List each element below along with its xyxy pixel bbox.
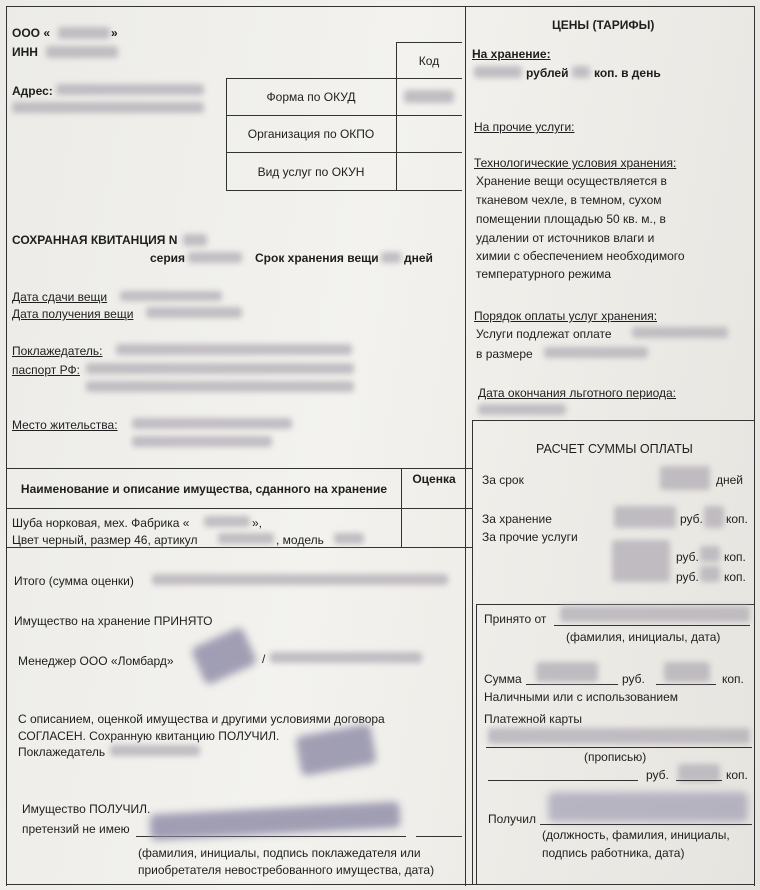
redacted-other-rub (612, 540, 670, 582)
property-col-header: Наименование и описание имущества, сданного на хранение (20, 481, 388, 496)
redacted-term-value (660, 466, 710, 490)
redacted-pledger (116, 344, 352, 355)
manager-label: Менеджер ООО «Ломбард» (18, 654, 174, 668)
worker-signature (548, 792, 748, 822)
worker-caption-1: (должность, фамилия, инициалы, (542, 828, 730, 842)
series-label: серия (150, 251, 186, 265)
redacted-payment-term (632, 327, 728, 338)
redacted-org-name (58, 27, 110, 39)
grace-end-label: Дата окончания льготного периода: (478, 386, 677, 400)
tech-line-4: удалении от источников влаги и (476, 231, 655, 245)
sum-kop-label: коп. (722, 672, 744, 686)
okun-label: Вид услуг по ОКУН (257, 164, 365, 179)
in-words-caption: (прописью) (584, 750, 647, 764)
agree-line-1: С описанием, оценкой имущества и другими условиями договора (18, 712, 385, 726)
right-inner-border (472, 420, 473, 884)
redacted-inn (46, 46, 118, 58)
other-services-label: На прочие услуги: (474, 120, 575, 134)
date-underline (416, 836, 462, 837)
property-line2-b: , модель (276, 533, 324, 547)
tech-line-2: тканевом чехле, в темном, сухом (476, 193, 662, 207)
frame-left (6, 6, 7, 886)
property-table-bottom (6, 547, 472, 548)
sign-caption-1: (фамилия, инициалы, подпись поклажедателя или (138, 846, 421, 860)
other-kop-label-1: коп. (724, 550, 746, 564)
words-kop-underline (676, 780, 722, 781)
accepted-from-label: Принято от (484, 612, 547, 626)
for-other-label: За прочие услуги (482, 530, 578, 544)
no-claims-label: претензий не имею (22, 822, 130, 836)
address-label: Адрес: (12, 84, 53, 98)
storage-term-label: Срок хранения вещи (255, 251, 379, 265)
words-kop-label: коп. (726, 768, 748, 782)
sum-label: Сумма (484, 672, 522, 686)
storage-kop-label: коп. (726, 512, 748, 526)
received-money-label: Получил (488, 812, 536, 826)
other-rub-label-1: руб. (676, 550, 699, 564)
org-prefix: ООО « (12, 26, 51, 40)
inn-label: ИНН (12, 45, 38, 59)
property-line1-a: Шуба норковая, мех. Фабрика « (12, 516, 190, 530)
redacted-storage-rub (614, 506, 676, 528)
sum-kop-underline (656, 684, 716, 685)
redacted-model (334, 533, 364, 544)
redacted-term-days (381, 252, 401, 263)
property-line2-a: Цвет черный, размер 46, артикул (12, 533, 198, 547)
redacted-other-kop-1 (700, 546, 720, 562)
redacted-article (218, 533, 274, 544)
manager-signature (190, 626, 257, 685)
property-table-header-line (6, 508, 472, 509)
frame-right (754, 6, 755, 886)
cash-line-2: Платежной карты (484, 712, 583, 726)
tech-line-5: химии с обеспечением необходимого (476, 249, 685, 263)
pledger-signature (295, 724, 377, 777)
worker-caption-2: подпись работника, дата) (542, 846, 685, 860)
redacted-sum-rub (536, 662, 598, 682)
redacted-pledger2 (110, 745, 200, 756)
tech-line-6: температурного режима (476, 267, 611, 281)
cash-line-1: Наличными или с использованием (484, 690, 678, 704)
sign-caption-2: приобретателя невостребованного имущества, дата) (138, 863, 435, 877)
residence-label: Место жительства: (12, 418, 118, 432)
redacted-address-1 (56, 84, 204, 95)
redacted-residence-1 (132, 418, 292, 429)
agree-line-2: СОГЛАСЕН. Сохранную квитанцию ПОЛУЧИЛ. (18, 729, 280, 743)
tech-line-1: Хранение вещи осуществляется в (476, 174, 667, 188)
property-table-top (6, 468, 472, 469)
valuation-col-header: Оценка (412, 472, 456, 486)
fio-caption: (фамилия, инициалы, дата) (566, 630, 721, 644)
storage-rub-label: руб. (680, 512, 703, 526)
okud-label: Форма по ОКУД (266, 90, 356, 104)
for-term-label: За срок (482, 473, 524, 487)
calc-title: РАСЧЕТ СУММЫ ОПЛАТЫ (536, 442, 693, 456)
org-suffix: » (111, 26, 118, 40)
code-table-line (396, 42, 462, 43)
code-header: Код (418, 54, 440, 68)
redacted-address-2 (12, 102, 204, 113)
payment-box-top (476, 604, 754, 605)
redacted-total (152, 574, 448, 585)
rate-rub-label: рублей (526, 66, 569, 80)
receiver-signature (149, 801, 400, 840)
date-received-label: Дата получения вещи (12, 307, 134, 321)
tech-conditions-label: Технологические условия хранения: (474, 156, 677, 170)
code-table-line (226, 190, 462, 191)
payment-line-2: в размере (476, 347, 533, 361)
pledger2-label: Поклажедатель (18, 745, 106, 759)
frame-top (6, 6, 754, 7)
payment-line-1: Услуги подлежат оплате (476, 327, 612, 341)
sum-rub-label: руб. (622, 672, 645, 686)
redacted-receipt-number (183, 234, 207, 246)
date-given-label: Дата сдачи вещи (12, 290, 108, 304)
redacted-payment-amount (544, 347, 648, 358)
for-storage-label: За хранение (482, 512, 552, 526)
redacted-amount-words (488, 728, 750, 744)
redacted-storage-kop (704, 506, 724, 528)
redacted-residence-2 (132, 436, 272, 447)
redacted-sum-kop (664, 662, 710, 682)
frame-middle (465, 6, 466, 886)
storage-price-label: На хранение: (472, 47, 551, 61)
redacted-accepted-from (560, 606, 750, 622)
payment-box-left (476, 604, 477, 884)
words-rub-label: руб. (646, 768, 669, 782)
redacted-other-kop-2 (700, 566, 720, 582)
payment-order-label: Порядок оплаты услуг хранения: (474, 309, 658, 323)
frame-bottom (6, 884, 754, 885)
accepted-from-underline (554, 625, 750, 626)
redacted-passport-2 (86, 381, 354, 392)
property-line1-b: », (252, 516, 263, 530)
accepted-text: Имущество на хранение ПРИНЯТО (14, 614, 213, 628)
redacted-rate-kop (572, 66, 590, 78)
words-rub-underline (488, 780, 638, 781)
sum-rub-underline (526, 684, 618, 685)
tech-line-3: помещении площадью 50 кв. м., в (476, 212, 666, 226)
prices-title: ЦЕНЫ (ТАРИФЫ) (552, 18, 655, 32)
other-kop-label-2: коп. (724, 570, 746, 584)
received-property-label: Имущество ПОЛУЧИЛ. (22, 802, 151, 816)
term-days-label: дней (404, 251, 433, 265)
redacted-factory (204, 516, 250, 527)
redacted-series (188, 252, 242, 263)
receipt-title: СОХРАННАЯ КВИТАНЦИЯ N (12, 233, 178, 247)
redacted-rate-rub (474, 66, 522, 78)
rate-kop-label: коп. в день (594, 66, 661, 80)
passport-label: паспорт РФ: (12, 363, 80, 377)
manager-slash: / (262, 652, 266, 666)
okpo-label: Организация по ОКПО (247, 127, 375, 141)
redacted-date-given (120, 291, 222, 301)
amount-words-underline (486, 747, 752, 748)
other-rub-label-2: руб. (676, 570, 699, 584)
for-term-days: дней (716, 473, 744, 487)
calc-box-top (472, 420, 754, 421)
redacted-grace-end (478, 404, 566, 415)
pledger-label: Поклажедатель: (12, 344, 103, 358)
redacted-date-received (146, 307, 242, 318)
redacted-okud-code (404, 90, 454, 103)
redacted-manager-name (270, 652, 422, 663)
redacted-passport-1 (86, 363, 354, 374)
worker-underline (540, 824, 752, 825)
total-label: Итого (сумма оценки) (14, 574, 134, 588)
